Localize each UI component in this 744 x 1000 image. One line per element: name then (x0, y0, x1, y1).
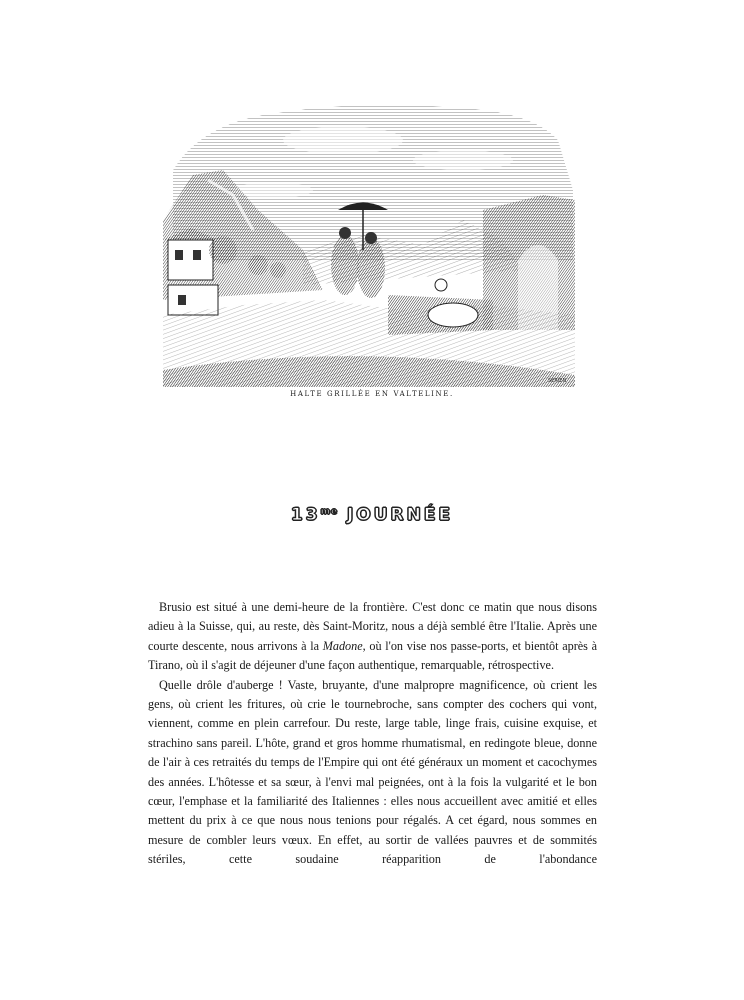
paragraph-1-text-b: , où l'on vise nos passe-ports, et bientôt après à Tirano, où il s'agit de déjeuner d'une façon authentique, remarquable, rétrospective. (148, 638, 598, 673)
chapter-number-suffix: me (320, 507, 339, 517)
illustration-caption: HALTE GRILLÉE EN VALTELINE. (290, 390, 454, 398)
paragraph-1 (148, 598, 597, 676)
paragraph-1-italic-madone: Madone (322, 638, 363, 653)
engraving-halte-grillee (163, 100, 578, 387)
chapter-title: JOURNÉE (346, 505, 454, 525)
paragraph-1-text-a: Brusio est situé à une demi-heure de la frontière. C'est donc ce matin que nous disons adieu à la Suisse, qui, au reste, dès Saint-Moritz, nous a déjà semblé être l'Italie. Après une courte descente, nous arrivons à la (148, 600, 597, 653)
paragraph-2: Quelle drôle d'auberge ! Vaste, bruyante, d'une malpropre magnificence, où crient les gens, où crient les fritures, où crie le tournebroche, sans compter des cochers qui vont, viennent, comme en plein carrefour. Du reste, large table, linge frais, cuisine exquise, et strachino sans pareil. L'hôte, grand et gros homme rhumatismal, en redingote bleue, donne de l'air à ces retraités du temps de l'Empire qui ont été généraux un moment et cacochymes des années. L'hôtesse et sa sœur, à l'envi mal peignées, ont à la fois la vulgarité et le bon cœur, l'emphase et la familiarité des Italiennes : elles nous accueillent avec amitié et elles mettent du prix à ce que nous nous tenions pour régalés. A cet égard, nous sommes en mesure de combler leurs vœux. En effet, au sortir de vallées pauvres et de sommités stériles, cette soudaine réapparition de l'abondance (148, 677, 597, 867)
chapter-number: 13 (290, 505, 321, 525)
svg-text:SÉRIEN: SÉRIEN (548, 378, 567, 384)
chapter-heading (0, 505, 744, 525)
body-text (148, 598, 597, 870)
